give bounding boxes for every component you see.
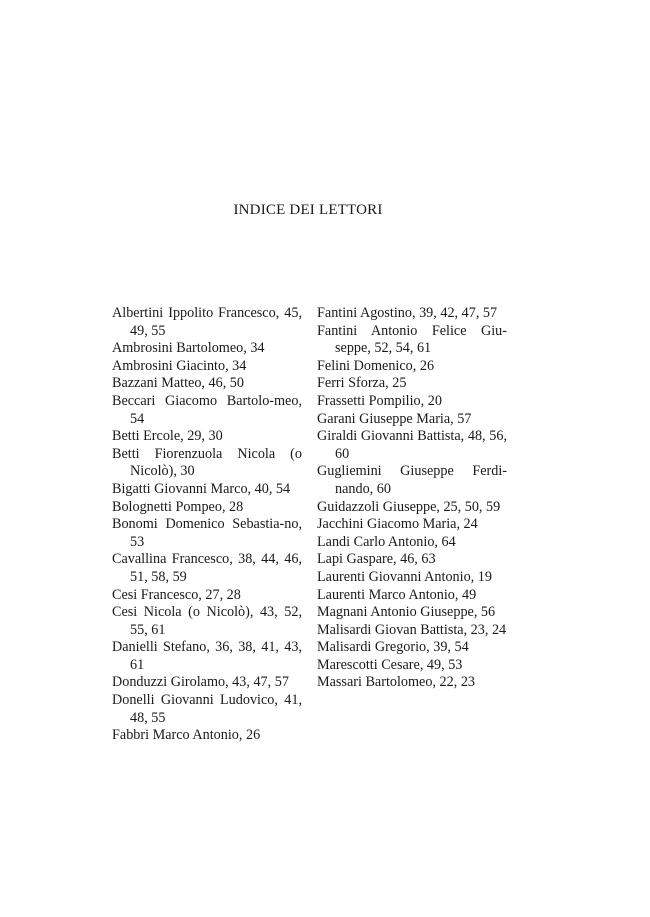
index-entry: Albertini Ippolito Francesco, 45, 49, 55 — [112, 305, 302, 339]
index-entry: Gugliemini Giuseppe Ferdi-nando, 60 — [317, 463, 507, 497]
index-entry: Danielli Stefano, 36, 38, 41, 43, 61 — [112, 639, 302, 673]
index-entry: Marescotti Cesare, 49, 53 — [317, 656, 463, 673]
index-entry: Laurenti Marco Antonio, 49 — [317, 586, 477, 603]
index-entry: Frassetti Pompilio, 20 — [317, 392, 442, 409]
index-entry: Lapi Gaspare, 46, 63 — [317, 551, 436, 568]
index-entry: Ferri Sforza, 25 — [317, 375, 407, 392]
index-entry: Landi Carlo Antonio, 64 — [317, 533, 456, 550]
page-title: INDICE DEI LETTORI — [233, 202, 383, 218]
index-entry: Ambrosini Giacinto, 34 — [112, 357, 247, 374]
index-entry: Bonomi Domenico Sebastia-no, 53 — [112, 516, 302, 550]
index-entry: Jacchini Giacomo Maria, 24 — [317, 516, 478, 533]
index-entry: Massari Bartolomeo, 22, 23 — [317, 674, 476, 691]
index-entry: Bolognetti Pompeo, 28 — [112, 498, 244, 515]
index-entry: Donduzzi Girolamo, 43, 47, 57 — [112, 674, 289, 691]
index-entry: Beccari Giacomo Bartolo-meo, 54 — [112, 392, 302, 427]
index-entry: Garani Giuseppe Maria, 57 — [317, 410, 472, 427]
index-entry: Guidazzoli Giuseppe, 25, 50, 59 — [317, 498, 501, 515]
index-entry: Laurenti Giovanni Antonio, 19 — [317, 568, 492, 585]
index-column-left — [112, 305, 302, 745]
index-entry: Fantini Agostino, 39, 42, 47, 57 — [317, 305, 498, 321]
index-entry: Malisardi Gregorio, 39, 54 — [317, 639, 469, 656]
index-entry: Donelli Giovanni Ludovico, 41, 48, 55 — [112, 692, 302, 726]
index-entry: Magnani Antonio Giuseppe, 56 — [317, 604, 496, 621]
index-entry: Ambrosini Bartolomeo, 34 — [112, 340, 265, 357]
index-entry: Malisardi Giovan Battista, 23, 24 — [317, 621, 507, 638]
index-entry: Bigatti Giovanni Marco, 40, 54 — [112, 480, 291, 497]
index-column-right — [317, 305, 507, 692]
index-entry: Felini Domenico, 26 — [317, 357, 435, 374]
index-entry: Fabbri Marco Antonio, 26 — [112, 727, 261, 744]
index-entry: Bazzani Matteo, 46, 50 — [112, 375, 244, 392]
index-entry: Giraldi Giovanni Battista, 48, 56, 60 — [317, 428, 507, 462]
index-entry: Betti Fiorenzuola Nicola (o Nicolò), 30 — [112, 445, 302, 480]
index-entry: Cesi Nicola (o Nicolò), 43, 52, 55, 61 — [112, 604, 302, 638]
index-entry: Cavallina Francesco, 38, 44, 46, 51, 58, 59 — [112, 551, 302, 585]
index-entry: Betti Ercole, 29, 30 — [112, 428, 223, 445]
index-entry: Fantini Antonio Felice Giu-seppe, 52, 54, 61 — [317, 322, 507, 357]
index-entry: Cesi Francesco, 27, 28 — [112, 586, 241, 603]
